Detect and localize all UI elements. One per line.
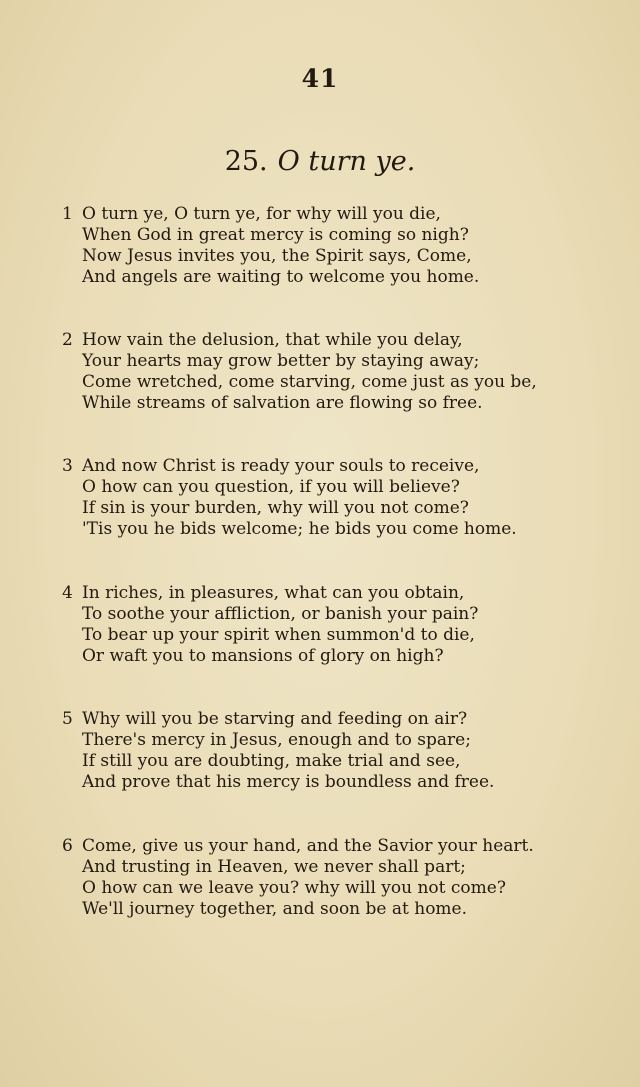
verse-line (62, 583, 582, 604)
verse-line: We'll journey together, and soon be at home. (82, 899, 468, 919)
verse-number: 4 (62, 583, 73, 603)
hymn-title: O turn ye. (277, 146, 416, 177)
verse-line-text: Why will you be starving and feeding on air? (82, 709, 468, 729)
verse-line: O how can we leave you? why will you not come? (82, 878, 506, 898)
verse-line (62, 456, 582, 477)
verse-number: 2 (62, 330, 73, 350)
verse-line-text: And now Christ is ready your souls to receive, (82, 456, 480, 476)
verse-number: 3 (62, 456, 73, 476)
verse-line: When God in great mercy is coming so nigh? (82, 225, 469, 245)
verse-number: 5 (62, 709, 73, 729)
verse-line: Your hearts may grow better by staying away; (82, 351, 480, 371)
verse-line: Or waft you to mansions of glory on high? (82, 646, 444, 666)
verse-line: O how can you question, if you will believe? (82, 477, 460, 497)
verse-line: While streams of salvation are flowing so free. (82, 393, 483, 413)
hymn-heading (0, 146, 640, 177)
verse-line: And prove that his mercy is boundless and free. (82, 772, 495, 792)
verse-line: 'Tis you he bids welcome; he bids you come home. (82, 519, 517, 539)
verse-2 (62, 330, 582, 414)
hymn-number: 25. (224, 146, 268, 177)
verse-line: Now Jesus invites you, the Spirit says, Come, (82, 246, 472, 266)
verse-5 (62, 709, 582, 793)
verse-4 (62, 583, 582, 667)
verse-line: To bear up your spirit when summon'd to die, (82, 625, 475, 645)
verse-3 (62, 456, 582, 540)
verse-number: 1 (62, 204, 73, 224)
verse-line: And trusting in Heaven, we never shall part; (82, 857, 466, 877)
verse-1 (62, 204, 582, 288)
page-number: 41 (301, 64, 339, 93)
verse-line (62, 709, 582, 730)
verse-line-text: In riches, in pleasures, what can you obtain, (82, 583, 465, 603)
verse-6 (62, 836, 582, 920)
verse-line (62, 204, 582, 225)
verse-line: To soothe your affliction, or banish your pain? (82, 604, 479, 624)
verse-line (62, 330, 582, 351)
verse-line: If still you are doubting, make trial and see, (82, 751, 461, 771)
verse-line: If sin is your burden, why will you not come? (82, 498, 469, 518)
verse-line (62, 836, 582, 857)
verse-line-text: How vain the delusion, that while you delay, (82, 330, 463, 350)
verse-line-text: Come, give us your hand, and the Savior your heart. (82, 836, 534, 856)
verse-line: Come wretched, come starving, come just as you be, (82, 372, 537, 392)
verse-line: There's mercy in Jesus, enough and to spare; (82, 730, 471, 750)
verse-line-text: O turn ye, O turn ye, for why will you die, (82, 204, 441, 224)
verse-number: 6 (62, 836, 73, 856)
verse-line: And angels are waiting to welcome you home. (82, 267, 480, 287)
